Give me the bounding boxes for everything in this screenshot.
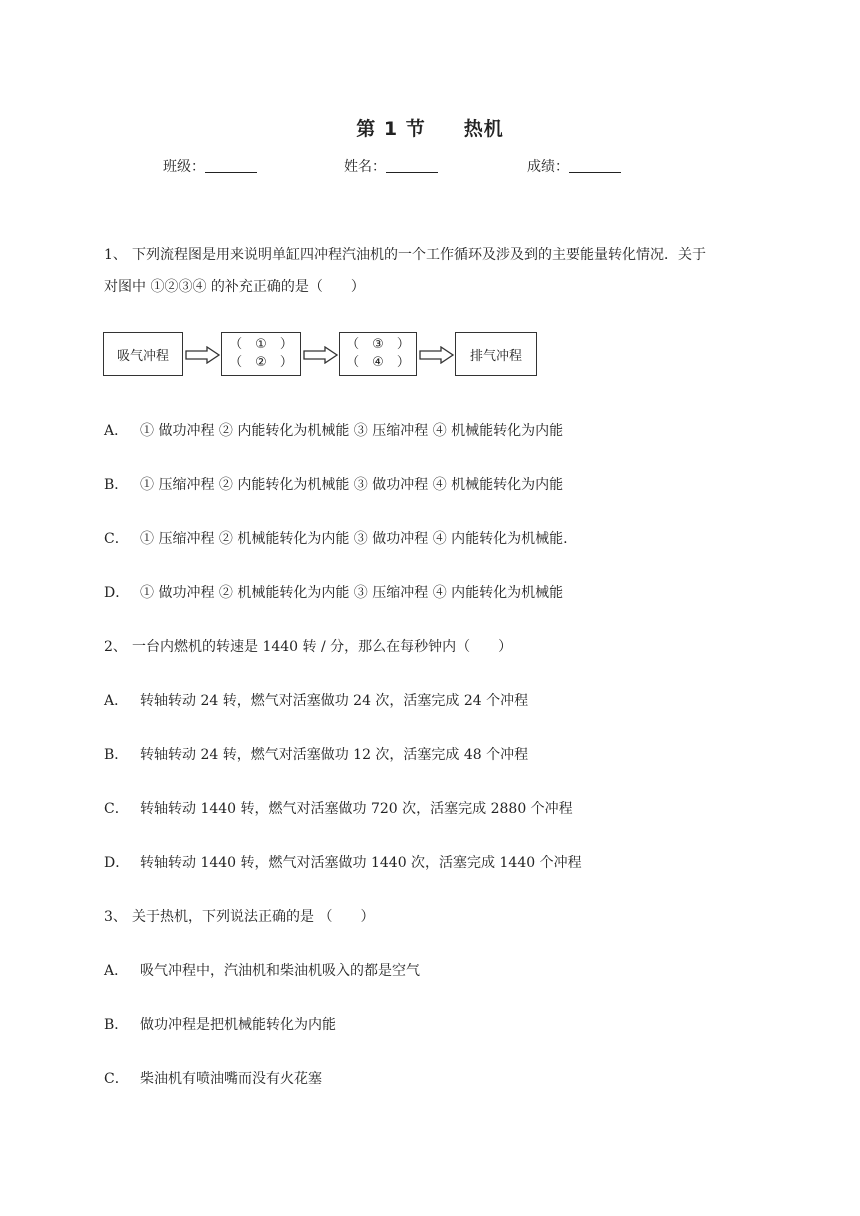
name-blank xyxy=(386,158,438,173)
title-section: 第 1 节 xyxy=(356,118,426,140)
option-letter: C． xyxy=(104,1071,129,1087)
flow-box-12 xyxy=(221,332,301,376)
option-text: ① 做功冲程 ② 机械能转化为内能 ③ 压缩冲程 ④ 内能转化为机械能 xyxy=(140,585,564,601)
option-letter: B． xyxy=(104,747,129,763)
option-text: ① 做功冲程 ② 内能转化为机械能 ③ 压缩冲程 ④ 机械能转化为内能 xyxy=(140,423,564,439)
option-text: ① 压缩冲程 ② 内能转化为机械能 ③ 做功冲程 ④ 机械能转化为内能 xyxy=(140,477,564,493)
flow-box-exhaust: 排气冲程 xyxy=(455,332,537,376)
flow-slot-2: （ ② ） xyxy=(229,355,293,370)
option-letter: C． xyxy=(104,801,129,817)
arrow-right-icon xyxy=(185,346,221,364)
option-letter: D． xyxy=(104,585,130,601)
score-field xyxy=(527,156,621,176)
option-1c[interactable] xyxy=(104,528,568,548)
option-text: 转轴转动 1440 转，燃气对活塞做功 1440 次，活塞完成 1440 个冲程 xyxy=(140,855,582,871)
question-number: 2、 xyxy=(104,639,127,655)
option-1a[interactable] xyxy=(104,420,563,440)
option-letter: D． xyxy=(104,855,130,871)
class-blank xyxy=(205,158,257,173)
option-2a[interactable] xyxy=(104,690,528,710)
option-2b[interactable] xyxy=(104,744,528,764)
option-letter: A． xyxy=(104,423,129,439)
option-letter: C． xyxy=(104,531,129,547)
option-letter: A． xyxy=(104,963,129,979)
option-text: 柴油机有喷油嘴而没有火花塞 xyxy=(140,1071,322,1087)
question-number: 3、 xyxy=(104,909,127,925)
question-2 xyxy=(104,636,512,656)
name-label: 姓名： xyxy=(344,159,386,175)
option-text: 吸气冲程中，汽油机和柴油机吸入的都是空气 xyxy=(140,963,420,979)
option-2d[interactable] xyxy=(104,852,582,872)
question-text: 下列流程图是用来说明单缸四冲程汽油机的一个工作循环及涉及到的主要能量转化情况．关于 xyxy=(132,247,706,263)
arrow-right-icon xyxy=(303,346,339,364)
question-text: 一台内燃机的转速是 1440 转 / 分，那么在每秒钟内（ ） xyxy=(132,639,513,655)
question-1-line2: 对图中 ①②③④ 的补充正确的是（ ） xyxy=(104,279,365,295)
arrow-right-icon xyxy=(419,346,455,364)
flow-box-intake: 吸气冲程 xyxy=(103,332,183,376)
option-text: ① 压缩冲程 ② 机械能转化为内能 ③ 做功冲程 ④ 内能转化为机械能. xyxy=(140,531,568,547)
option-text: 转轴转动 24 转，燃气对活塞做功 24 次，活塞完成 24 个冲程 xyxy=(140,693,529,709)
question-3 xyxy=(104,906,374,926)
option-letter: A． xyxy=(104,693,129,709)
flow-slot-1: （ ① ） xyxy=(229,337,293,352)
question-text: 关于热机，下列说法正确的是 （ ） xyxy=(132,909,375,925)
option-text: 转轴转动 1440 转，燃气对活塞做功 720 次，活塞完成 2880 个冲程 xyxy=(140,801,573,817)
flow-slot-4: （ ④ ） xyxy=(346,355,410,370)
flow-slot-3: （ ③ ） xyxy=(346,337,410,352)
question-1 xyxy=(104,244,706,264)
title-topic: 热机 xyxy=(463,118,504,140)
question-number: 1、 xyxy=(104,247,127,263)
score-blank xyxy=(569,158,621,173)
score-label: 成绩： xyxy=(527,159,569,175)
class-field xyxy=(163,156,257,176)
option-letter: B． xyxy=(104,1017,129,1033)
flow-box-34 xyxy=(339,332,417,376)
page-title xyxy=(0,114,860,141)
option-3a[interactable] xyxy=(104,960,420,980)
option-1b[interactable] xyxy=(104,474,563,494)
option-letter: B． xyxy=(104,477,129,493)
option-text: 转轴转动 24 转，燃气对活塞做功 12 次，活塞完成 48 个冲程 xyxy=(140,747,529,763)
class-label: 班级： xyxy=(163,159,205,175)
option-1d[interactable] xyxy=(104,582,563,602)
option-3b[interactable] xyxy=(104,1014,336,1034)
name-field xyxy=(344,156,438,176)
option-text: 做功冲程是把机械能转化为内能 xyxy=(140,1017,336,1033)
flow-diagram xyxy=(103,332,543,382)
option-3c[interactable] xyxy=(104,1068,322,1088)
option-2c[interactable] xyxy=(104,798,573,818)
